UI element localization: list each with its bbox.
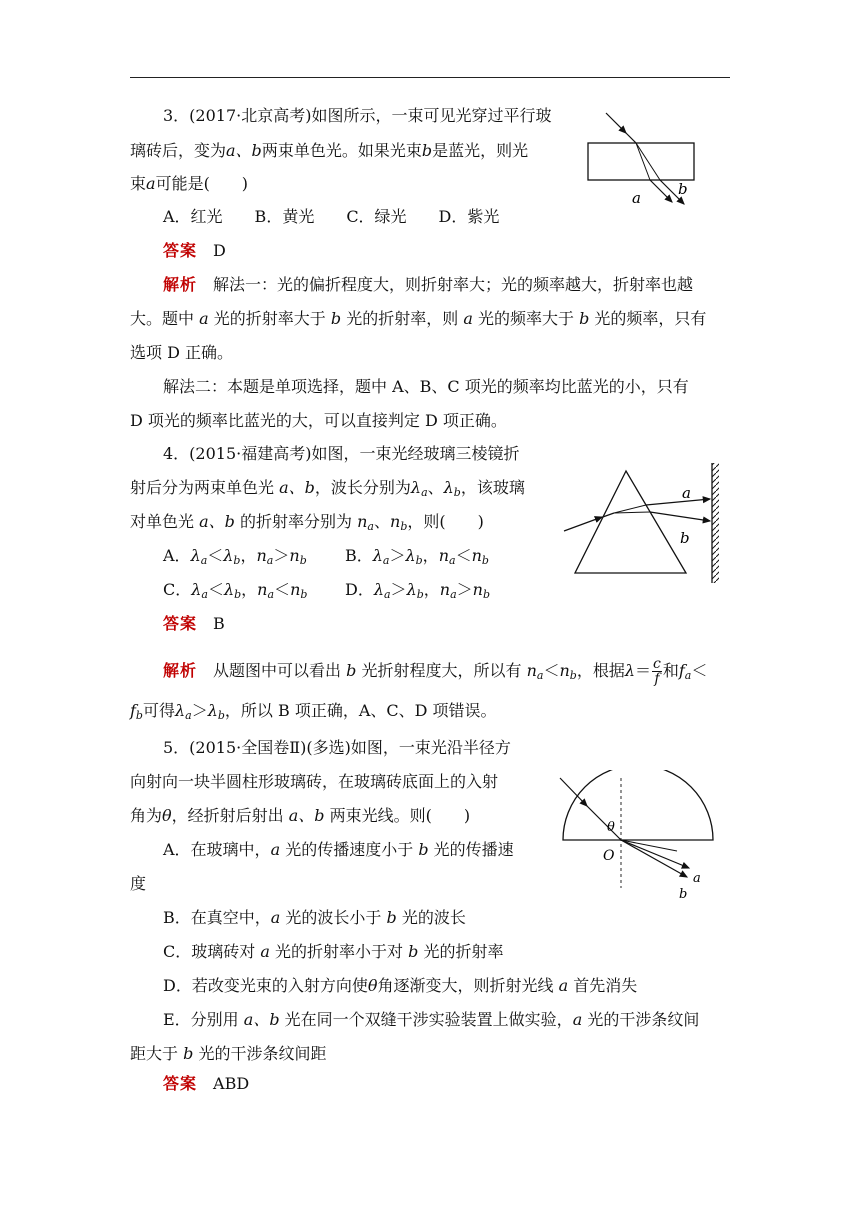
q5-option-b: B．在真空中，a 光的波长小于 b 光的波长 <box>163 908 466 927</box>
q3-analysis-3: 选项 D 正确。 <box>130 343 234 362</box>
q5-fig-label-o: O <box>603 848 615 864</box>
q3-analysis-1: 解析 解法一：光的偏折程度大，则折射率大；光的频率越大，折射率也越 <box>163 275 694 294</box>
q5-line-1: 5．(2015·全国卷Ⅱ)(多选)如图，一束光沿半径方 <box>163 738 511 757</box>
q5-semicircle-figure <box>555 770 730 905</box>
q3-fig-label-a: a <box>632 189 641 207</box>
q3-glass-slab-figure <box>580 105 710 215</box>
q4-analysis-2: $f_b$可得$\lambda_a>\lambda_b$，所以 B 项正确，A、C、D 项错误。 <box>130 701 497 722</box>
header-rule <box>130 77 730 78</box>
q5-option-e-1: E．分别用 a、b 光在同一个双缝干涉实验装置上做实验，a 光的干涉条纹间 <box>163 1010 700 1029</box>
q5-option-c: C．玻璃砖对 a 光的折射率小于对 b 光的折射率 <box>163 942 504 961</box>
q5-fig-label-theta: θ <box>607 820 615 835</box>
q3-line-2: 璃砖后，变为a、b两束单色光。如果光束b是蓝光，则光 <box>130 141 529 160</box>
q3-analysis-4: 解法二：本题是单项选择，题中 A、B、C 项光的频率均比蓝光的小，只有 <box>163 377 689 396</box>
q4-analysis-1: 解析 从题图中可以看出 b 光折射程度大，所以有 $n_a<n_b$，根据λ＝ $\frac{c}{f}$ 和$f_a<$ <box>163 656 708 687</box>
q5-answer: 答案 ABD <box>163 1074 250 1093</box>
q3-fig-label-b: b <box>678 180 688 198</box>
q3-line-3: 束a可能是( ) <box>130 174 249 193</box>
q3-analysis-2: 大。题中 a 光的折射率大于 b 光的折射率，则 a 光的频率大于 b 光的频率，只有 <box>130 309 707 328</box>
q4-option-a: A．$\lambda_a<\lambda_b$，$n_a>n_b$ <box>163 546 307 567</box>
q5-option-a-2: 度 <box>130 874 147 893</box>
q3-line-1: 3．(2017·北京高考)如图所示，一束可见光穿过平行玻 <box>163 106 552 125</box>
q4-answer: 答案 B <box>163 614 225 633</box>
q4-line-2: 射后分为两束单色光 a、b，波长分别为$\lambda_a$、$\lambda_b$，该玻璃 <box>130 478 525 499</box>
q5-line-3: 角为θ，经折射后射出 a、b 两束光线。则( ) <box>130 806 471 825</box>
q3-answer: 答案 D <box>163 241 226 260</box>
q4-option-c: C．$\lambda_a<\lambda_b$，$n_a<n_b$ <box>163 580 308 601</box>
q5-fig-label-a: a <box>693 871 701 886</box>
q4-fig-label-b: b <box>680 529 690 547</box>
q3-analysis-5: D 项光的频率比蓝光的大，可以直接判定 D 项正确。 <box>130 411 507 430</box>
q4-option-b: B．$\lambda_a>\lambda_b$，$n_a<n_b$ <box>345 546 489 567</box>
q5-fig-label-b: b <box>679 887 688 902</box>
q4-line-1: 4．(2015·福建高考)如图，一束光经玻璃三棱镜折 <box>163 444 520 463</box>
q5-option-a-1: A．在玻璃中，a 光的传播速度小于 b 光的传播速 <box>163 840 514 859</box>
q5-option-d: D．若改变光束的入射方向使θ角逐渐变大，则折射光线 a 首先消失 <box>163 976 638 995</box>
q4-fig-label-a: a <box>682 484 691 502</box>
q5-line-2: 向射向一块半圆柱形玻璃砖，在玻璃砖底面上的入射 <box>130 772 499 791</box>
q4-prism-figure <box>560 455 730 585</box>
q4-line-3: 对单色光 a、b 的折射率分别为 $n_a$、$n_b$，则( ) <box>130 512 484 533</box>
q5-option-e-2: 距大于 b 光的干涉条纹间距 <box>130 1044 327 1063</box>
wavelength-fraction: $\frac{c}{f}$ <box>653 656 661 687</box>
q4-option-d: D．$\lambda_a>\lambda_b$，$n_a>n_b$ <box>345 580 491 601</box>
q3-options: A．红光 B．黄光 C．绿光 D．紫光 <box>163 207 500 226</box>
